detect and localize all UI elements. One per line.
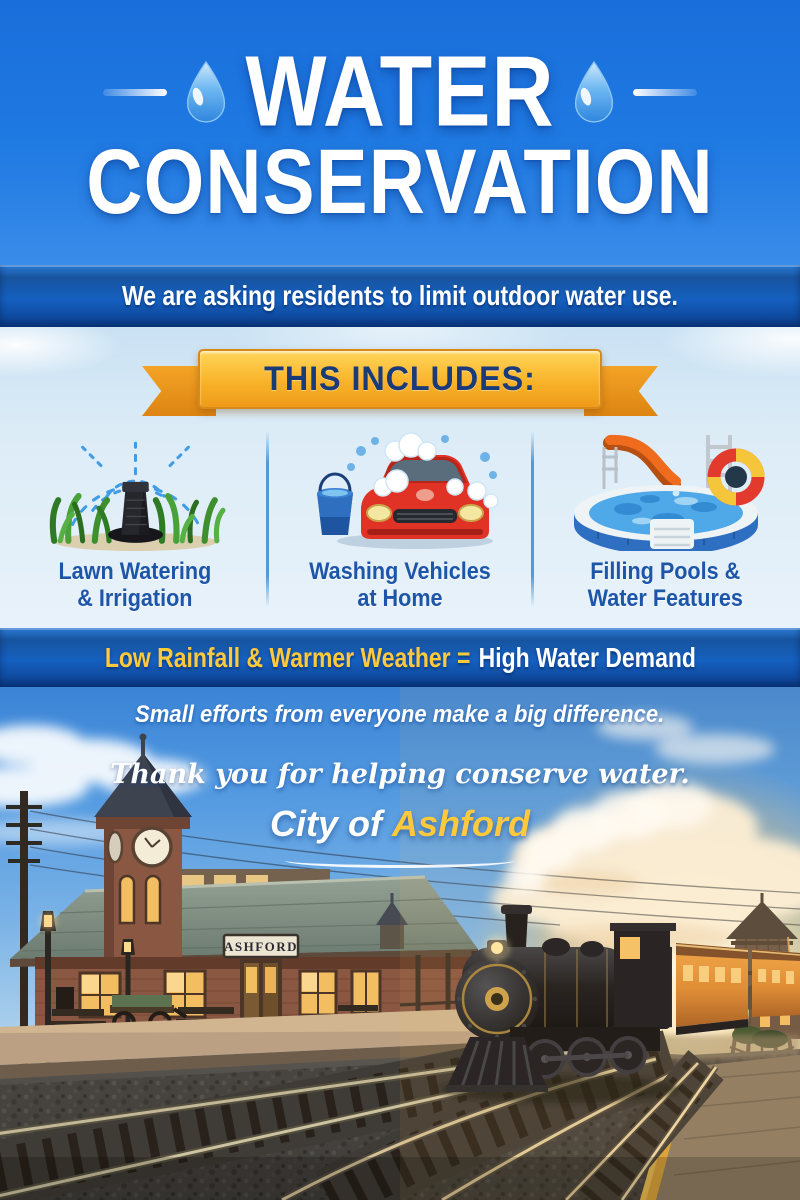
city-signature [0,803,800,845]
poster-title-line1: WATER [245,36,555,148]
column-label-vehicles [309,559,491,613]
hero-header [0,0,800,265]
lower-scene-section [0,687,800,1200]
label-line2: at Home [357,584,443,612]
pool-illustration [558,427,773,551]
ribbon-body [198,349,602,409]
station-sign-text: ASHFORD [223,939,299,954]
label-line2: & Irrigation [77,584,193,612]
city-name: Ashford [392,803,530,844]
column-label-lawn [59,559,212,613]
city-prefix: City of [270,803,382,844]
demand-highlight: Low Rainfall & Warmer Weather = [104,641,471,673]
thanks-message: Thank you for helping conserve water. [110,759,690,790]
demand-band [0,628,800,687]
label-line1: Washing Vehicles [309,558,491,585]
this-includes-ribbon [140,349,660,419]
efforts-text: Small efforts from everyone make a big difference. [135,701,665,728]
includes-section [0,327,800,628]
lawn-sprinkler-illustration [33,427,238,551]
left-dash-ornament [103,89,167,96]
poster-title-line2: CONSERVATION [86,129,714,233]
bottom-vignette [0,1157,800,1200]
label-line1: Filling Pools & [589,558,740,585]
label-line2: Water Features [587,584,743,612]
slide [602,440,676,489]
efforts-message [0,701,800,729]
demand-rest: High Water Demand [478,641,696,673]
subtitle-band [0,265,800,327]
city-underline-swoosh [285,853,515,868]
water-drop-icon [571,59,617,125]
water-drop-icon [183,59,229,125]
includes-columns [0,427,800,613]
station-sign [224,935,298,957]
label-line1: Lawn Watering [58,558,212,585]
pool-steps [650,519,694,549]
column-filling-pools [534,427,796,613]
subtitle-text: We are asking residents to limit outdoor water use. [122,280,678,311]
bucket [317,474,353,535]
car-wash-illustration [295,427,505,551]
demand-text [104,642,695,674]
column-lawn-watering [4,427,266,613]
right-dash-ornament [633,89,697,96]
column-washing-vehicles [269,427,531,613]
column-label-pools [587,559,742,613]
ribbon-label: THIS INCLUDES: [264,359,536,398]
